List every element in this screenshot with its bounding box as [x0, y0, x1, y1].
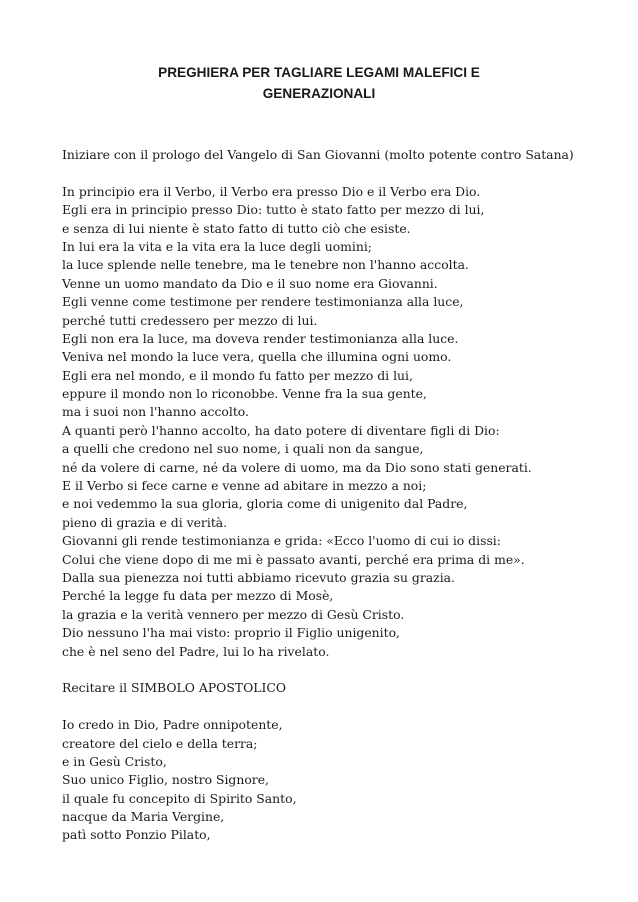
- prologue-line: Perché la legge fu data per mezzo di Mosè,: [62, 588, 334, 604]
- creed-instruction-line: Recitare il SIMBOLO APOSTOLICO: [62, 680, 286, 696]
- prologue-paragraph: [62, 183, 622, 661]
- prologue-line: eppure il mondo non lo riconobbe. Venne fra la sua gente,: [62, 386, 427, 402]
- creed-line: e in Gesù Cristo,: [62, 753, 167, 769]
- prologue-line: Venne un uomo mandato da Dio e il suo nome era Giovanni.: [62, 275, 438, 291]
- intro-line: Iniziare con il prologo del Vangelo di San Giovanni (molto potente contro Satana): [62, 147, 574, 162]
- prologue-line: né da volere di carne, né da volere di uomo, ma da Dio sono stati generati.: [62, 459, 532, 475]
- prologue-line: E il Verbo si fece carne e venne ad abitare in mezzo a noi;: [62, 478, 427, 494]
- document-title: [60, 62, 578, 104]
- creed-line: creatore del cielo e della terra;: [62, 735, 258, 751]
- title-line: GENERAZIONALI: [262, 86, 376, 101]
- prologue-line: In lui era la vita e la vita era la luce degli uomini;: [62, 238, 372, 254]
- creed-line: nacque da Maria Vergine,: [62, 809, 225, 825]
- prologue-line: a quelli che credono nel suo nome, i quali non da sangue,: [62, 441, 424, 457]
- prologue-line: Giovanni gli rende testimonianza e grida: «Ecco l'uomo di cui io dissi:: [62, 533, 501, 549]
- creed-line: Suo unico Figlio, nostro Signore,: [62, 772, 269, 788]
- prologue-line: Egli era in principio presso Dio: tutto è stato fatto per mezzo di lui,: [62, 202, 485, 218]
- creed-line: patì sotto Ponzio Pilato,: [62, 827, 211, 843]
- prologue-line: ma i suoi non l'hanno accolto.: [62, 404, 249, 420]
- prologue-line: Dio nessuno l'ha mai visto: proprio il Figlio unigenito,: [62, 625, 400, 641]
- prologue-line: e senza di lui niente è stato fatto di tutto ciò che esiste.: [62, 220, 411, 236]
- creed-paragraph: [62, 716, 622, 845]
- prologue-line: In principio era il Verbo, il Verbo era presso Dio e il Verbo era Dio.: [62, 183, 481, 199]
- prologue-line: Colui che viene dopo di me mi è passato avanti, perché era prima di me».: [62, 551, 525, 567]
- document-body: [62, 146, 622, 863]
- prologue-line: e noi vedemmo la sua gloria, gloria come di unigenito dal Padre,: [62, 496, 468, 512]
- prologue-line: A quanti però l'hanno accolto, ha dato potere di diventare figli di Dio:: [62, 422, 500, 438]
- intro-paragraph: [62, 146, 622, 164]
- creed-line: Io credo in Dio, Padre onnipotente,: [62, 717, 283, 733]
- prologue-line: la luce splende nelle tenebre, ma le tenebre non l'hanno accolta.: [62, 257, 469, 273]
- prologue-line: Veniva nel mondo la luce vera, quella che illumina ogni uomo.: [62, 349, 452, 365]
- prologue-line: Egli venne come testimone per rendere testimonianza alla luce,: [62, 294, 464, 310]
- prologue-line: che è nel seno del Padre, lui lo ha rivelato.: [62, 643, 330, 659]
- title-line: PREGHIERA PER TAGLIARE LEGAMI MALEFICI E: [158, 65, 480, 80]
- creed-instruction-paragraph: [62, 679, 622, 697]
- prologue-line: Egli non era la luce, ma doveva render testimonianza alla luce.: [62, 330, 459, 346]
- prologue-line: la grazia e la verità vennero per mezzo di Gesù Cristo.: [62, 606, 405, 622]
- prologue-line: pieno di grazia e di verità.: [62, 514, 228, 530]
- prologue-line: Egli era nel mondo, e il mondo fu fatto per mezzo di lui,: [62, 367, 413, 383]
- prologue-line: perché tutti credessero per mezzo di lui.: [62, 312, 318, 328]
- creed-line: il quale fu concepito di Spirito Santo,: [62, 790, 297, 806]
- prologue-line: Dalla sua pienezza noi tutti abbiamo ricevuto grazia su grazia.: [62, 569, 455, 585]
